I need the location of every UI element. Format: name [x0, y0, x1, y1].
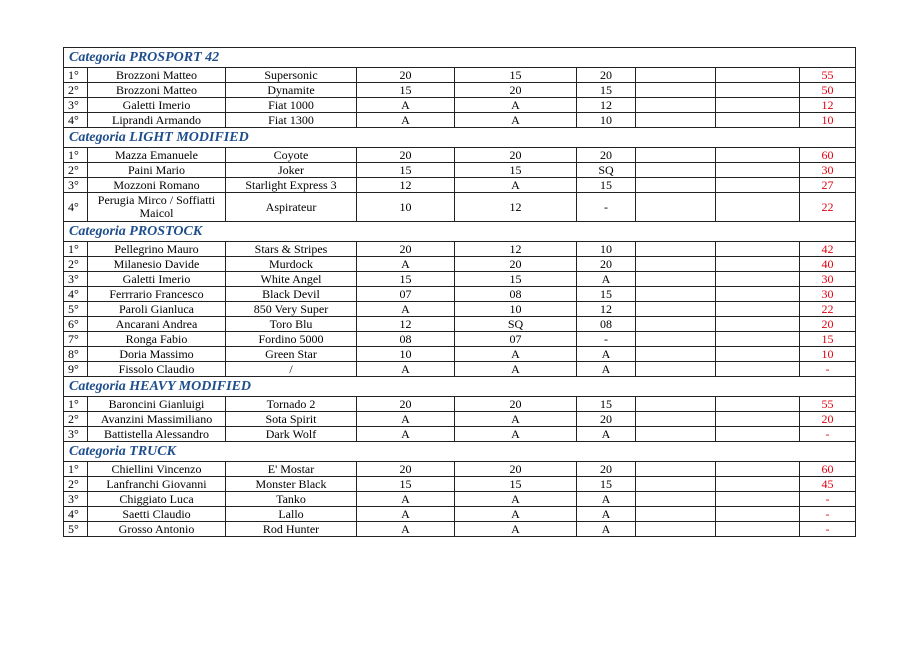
race1-cell: 12	[357, 178, 455, 193]
race2-cell: A	[455, 507, 577, 522]
race4-cell	[636, 347, 716, 362]
driver-cell: Saetti Claudio	[88, 507, 226, 522]
race5-cell	[716, 427, 800, 442]
total-points-cell: 55	[800, 68, 856, 83]
model-cell: Tornado 2	[226, 397, 357, 412]
race1-cell: A	[357, 522, 455, 537]
race5-cell	[716, 272, 800, 287]
race1-cell: A	[357, 427, 455, 442]
race4-cell	[636, 193, 716, 222]
table-row	[64, 272, 856, 287]
position-cell: 5°	[64, 522, 88, 537]
race4-cell	[636, 362, 716, 377]
race4-cell	[636, 68, 716, 83]
race2-cell: 15	[455, 272, 577, 287]
table-row	[64, 477, 856, 492]
race5-cell	[716, 193, 800, 222]
results-table	[63, 47, 856, 537]
race5-cell	[716, 178, 800, 193]
total-points-cell: 22	[800, 193, 856, 222]
race3-cell: 20	[577, 412, 636, 427]
total-points-cell: 50	[800, 83, 856, 98]
table-row	[64, 362, 856, 377]
model-cell: Toro Blu	[226, 317, 357, 332]
table-row	[64, 397, 856, 412]
total-points-cell: -	[800, 362, 856, 377]
race1-cell: 07	[357, 287, 455, 302]
race2-cell: 20	[455, 257, 577, 272]
driver-cell: Paroli Gianluca	[88, 302, 226, 317]
race3-cell: -	[577, 332, 636, 347]
race3-cell: A	[577, 522, 636, 537]
race5-cell	[716, 257, 800, 272]
model-cell: Fiat 1000	[226, 98, 357, 113]
position-cell: 2°	[64, 412, 88, 427]
total-points-cell: 40	[800, 257, 856, 272]
race2-cell: 10	[455, 302, 577, 317]
driver-cell: Fissolo Claudio	[88, 362, 226, 377]
race2-cell: A	[455, 427, 577, 442]
total-points-cell: 20	[800, 412, 856, 427]
category-header-row	[64, 222, 856, 242]
race4-cell	[636, 397, 716, 412]
driver-cell: Mozzoni Romano	[88, 178, 226, 193]
model-cell: Starlight Express 3	[226, 178, 357, 193]
race5-cell	[716, 412, 800, 427]
race5-cell	[716, 317, 800, 332]
race2-cell: 20	[455, 462, 577, 477]
table-row	[64, 332, 856, 347]
race1-cell: 15	[357, 163, 455, 178]
total-points-cell: 10	[800, 113, 856, 128]
position-cell: 2°	[64, 257, 88, 272]
model-cell: Aspirateur	[226, 193, 357, 222]
position-cell: 1°	[64, 462, 88, 477]
race5-cell	[716, 98, 800, 113]
race5-cell	[716, 477, 800, 492]
category-header-row	[64, 377, 856, 397]
race4-cell	[636, 83, 716, 98]
race2-cell: A	[455, 98, 577, 113]
race2-cell: A	[455, 178, 577, 193]
race5-cell	[716, 163, 800, 178]
race2-cell: SQ	[455, 317, 577, 332]
race3-cell: A	[577, 272, 636, 287]
driver-cell: Avanzini Massimiliano	[88, 412, 226, 427]
driver-cell: Brozzoni Matteo	[88, 83, 226, 98]
position-cell: 3°	[64, 272, 88, 287]
model-cell: Dark Wolf	[226, 427, 357, 442]
race2-cell: A	[455, 362, 577, 377]
model-cell: Murdock	[226, 257, 357, 272]
race2-cell: A	[455, 113, 577, 128]
table-row	[64, 68, 856, 83]
race1-cell: 10	[357, 347, 455, 362]
model-cell: Fiat 1300	[226, 113, 357, 128]
race4-cell	[636, 477, 716, 492]
table-row	[64, 462, 856, 477]
race5-cell	[716, 507, 800, 522]
race4-cell	[636, 272, 716, 287]
position-cell: 9°	[64, 362, 88, 377]
driver-cell: Milanesio Davide	[88, 257, 226, 272]
race4-cell	[636, 412, 716, 427]
total-points-cell: -	[800, 522, 856, 537]
race4-cell	[636, 287, 716, 302]
race1-cell: 15	[357, 272, 455, 287]
race3-cell: 12	[577, 98, 636, 113]
total-points-cell: 22	[800, 302, 856, 317]
race1-cell: A	[357, 98, 455, 113]
driver-cell: Ronga Fabio	[88, 332, 226, 347]
race1-cell: 15	[357, 83, 455, 98]
driver-cell: Pellegrino Mauro	[88, 242, 226, 257]
race3-cell: 15	[577, 397, 636, 412]
race3-cell: 08	[577, 317, 636, 332]
position-cell: 4°	[64, 113, 88, 128]
race5-cell	[716, 287, 800, 302]
model-cell: Dynamite	[226, 83, 357, 98]
position-cell: 8°	[64, 347, 88, 362]
race2-cell: 12	[455, 242, 577, 257]
position-cell: 3°	[64, 492, 88, 507]
race2-cell: A	[455, 522, 577, 537]
model-cell: Black Devil	[226, 287, 357, 302]
position-cell: 4°	[64, 507, 88, 522]
race3-cell: 15	[577, 83, 636, 98]
table-row	[64, 317, 856, 332]
driver-cell: Chiggiato Luca	[88, 492, 226, 507]
model-cell: Fordino 5000	[226, 332, 357, 347]
table-row	[64, 83, 856, 98]
model-cell: Monster Black	[226, 477, 357, 492]
race3-cell: 20	[577, 462, 636, 477]
position-cell: 2°	[64, 83, 88, 98]
table-row	[64, 412, 856, 427]
results-body	[64, 48, 856, 537]
model-cell: Sota Spirit	[226, 412, 357, 427]
race3-cell: 15	[577, 477, 636, 492]
race3-cell: -	[577, 193, 636, 222]
race2-cell: 12	[455, 193, 577, 222]
driver-cell: Perugia Mirco / Soffiatti Maicol	[88, 193, 226, 222]
race2-cell: A	[455, 492, 577, 507]
race1-cell: A	[357, 113, 455, 128]
total-points-cell: 15	[800, 332, 856, 347]
driver-cell: Galetti Imerio	[88, 272, 226, 287]
race3-cell: 10	[577, 242, 636, 257]
race3-cell: 20	[577, 148, 636, 163]
position-cell: 1°	[64, 242, 88, 257]
table-row	[64, 507, 856, 522]
position-cell: 2°	[64, 163, 88, 178]
race2-cell: 08	[455, 287, 577, 302]
race4-cell	[636, 332, 716, 347]
race3-cell: 20	[577, 68, 636, 83]
position-cell: 3°	[64, 98, 88, 113]
driver-cell: Ferrrario Francesco	[88, 287, 226, 302]
race5-cell	[716, 347, 800, 362]
table-row	[64, 257, 856, 272]
category-title: Categoria LIGHT MODIFIED	[64, 128, 856, 148]
total-points-cell: 20	[800, 317, 856, 332]
category-header-row	[64, 128, 856, 148]
total-points-cell: 55	[800, 397, 856, 412]
race1-cell: A	[357, 507, 455, 522]
driver-cell: Ancarani Andrea	[88, 317, 226, 332]
race4-cell	[636, 113, 716, 128]
race1-cell: 08	[357, 332, 455, 347]
table-row	[64, 113, 856, 128]
race5-cell	[716, 83, 800, 98]
race1-cell: A	[357, 412, 455, 427]
driver-cell: Baroncini Gianluigi	[88, 397, 226, 412]
table-row	[64, 302, 856, 317]
position-cell: 4°	[64, 287, 88, 302]
race5-cell	[716, 362, 800, 377]
race5-cell	[716, 462, 800, 477]
race4-cell	[636, 98, 716, 113]
driver-cell: Battistella Alessandro	[88, 427, 226, 442]
total-points-cell: 12	[800, 98, 856, 113]
total-points-cell: 42	[800, 242, 856, 257]
race2-cell: A	[455, 412, 577, 427]
model-cell: /	[226, 362, 357, 377]
position-cell: 6°	[64, 317, 88, 332]
category-title: Categoria TRUCK	[64, 442, 856, 462]
category-title: Categoria PROSPORT 42	[64, 48, 856, 68]
table-row	[64, 148, 856, 163]
driver-cell: Galetti Imerio	[88, 98, 226, 113]
position-cell: 1°	[64, 68, 88, 83]
race5-cell	[716, 148, 800, 163]
position-cell: 1°	[64, 397, 88, 412]
race1-cell: 12	[357, 317, 455, 332]
table-row	[64, 347, 856, 362]
position-cell: 1°	[64, 148, 88, 163]
race1-cell: A	[357, 257, 455, 272]
race4-cell	[636, 427, 716, 442]
driver-cell: Lanfranchi Giovanni	[88, 477, 226, 492]
race2-cell: 20	[455, 397, 577, 412]
total-points-cell: 27	[800, 178, 856, 193]
model-cell: White Angel	[226, 272, 357, 287]
driver-cell: Brozzoni Matteo	[88, 68, 226, 83]
race1-cell: A	[357, 302, 455, 317]
race2-cell: 15	[455, 163, 577, 178]
race4-cell	[636, 242, 716, 257]
race3-cell: 15	[577, 287, 636, 302]
race3-cell: 12	[577, 302, 636, 317]
position-cell: 5°	[64, 302, 88, 317]
race5-cell	[716, 332, 800, 347]
race4-cell	[636, 317, 716, 332]
race2-cell: A	[455, 347, 577, 362]
driver-cell: Grosso Antonio	[88, 522, 226, 537]
race3-cell: 15	[577, 178, 636, 193]
table-row	[64, 178, 856, 193]
model-cell: Tanko	[226, 492, 357, 507]
race1-cell: 15	[357, 477, 455, 492]
race5-cell	[716, 522, 800, 537]
race3-cell: A	[577, 507, 636, 522]
model-cell: 850 Very Super	[226, 302, 357, 317]
race2-cell: 20	[455, 148, 577, 163]
race1-cell: 20	[357, 68, 455, 83]
total-points-cell: 60	[800, 148, 856, 163]
race5-cell	[716, 397, 800, 412]
table-row	[64, 242, 856, 257]
category-header-row	[64, 442, 856, 462]
race5-cell	[716, 113, 800, 128]
position-cell: 7°	[64, 332, 88, 347]
model-cell: Supersonic	[226, 68, 357, 83]
race3-cell: 10	[577, 113, 636, 128]
model-cell: Lallo	[226, 507, 357, 522]
race5-cell	[716, 68, 800, 83]
total-points-cell: 30	[800, 163, 856, 178]
total-points-cell: -	[800, 492, 856, 507]
category-title: Categoria HEAVY MODIFIED	[64, 377, 856, 397]
race4-cell	[636, 462, 716, 477]
total-points-cell: 30	[800, 272, 856, 287]
race1-cell: A	[357, 362, 455, 377]
race4-cell	[636, 522, 716, 537]
position-cell: 3°	[64, 178, 88, 193]
driver-cell: Liprandi Armando	[88, 113, 226, 128]
model-cell: Rod Hunter	[226, 522, 357, 537]
race3-cell: SQ	[577, 163, 636, 178]
race2-cell: 15	[455, 477, 577, 492]
race3-cell: A	[577, 492, 636, 507]
race5-cell	[716, 302, 800, 317]
race4-cell	[636, 492, 716, 507]
table-row	[64, 287, 856, 302]
category-header-row	[64, 48, 856, 68]
race4-cell	[636, 163, 716, 178]
driver-cell: Paini Mario	[88, 163, 226, 178]
race3-cell: A	[577, 427, 636, 442]
race1-cell: 20	[357, 242, 455, 257]
position-cell: 3°	[64, 427, 88, 442]
model-cell: Stars & Stripes	[226, 242, 357, 257]
race2-cell: 20	[455, 83, 577, 98]
total-points-cell: 10	[800, 347, 856, 362]
race4-cell	[636, 302, 716, 317]
race1-cell: 20	[357, 397, 455, 412]
table-row	[64, 98, 856, 113]
table-row	[64, 163, 856, 178]
category-title: Categoria PROSTOCK	[64, 222, 856, 242]
driver-cell: Mazza Emanuele	[88, 148, 226, 163]
total-points-cell: 45	[800, 477, 856, 492]
driver-cell: Doria Massimo	[88, 347, 226, 362]
total-points-cell: -	[800, 507, 856, 522]
total-points-cell: 60	[800, 462, 856, 477]
race1-cell: A	[357, 492, 455, 507]
model-cell: E' Mostar	[226, 462, 357, 477]
position-cell: 4°	[64, 193, 88, 222]
race4-cell	[636, 148, 716, 163]
driver-cell: Chiellini Vincenzo	[88, 462, 226, 477]
race1-cell: 20	[357, 148, 455, 163]
race1-cell: 20	[357, 462, 455, 477]
race4-cell	[636, 257, 716, 272]
race2-cell: 15	[455, 68, 577, 83]
race4-cell	[636, 507, 716, 522]
race4-cell	[636, 178, 716, 193]
race5-cell	[716, 492, 800, 507]
model-cell: Coyote	[226, 148, 357, 163]
table-row	[64, 522, 856, 537]
race3-cell: A	[577, 362, 636, 377]
table-row	[64, 492, 856, 507]
race3-cell: 20	[577, 257, 636, 272]
race1-cell: 10	[357, 193, 455, 222]
total-points-cell: -	[800, 427, 856, 442]
total-points-cell: 30	[800, 287, 856, 302]
table-row	[64, 427, 856, 442]
race3-cell: A	[577, 347, 636, 362]
race5-cell	[716, 242, 800, 257]
race2-cell: 07	[455, 332, 577, 347]
table-row	[64, 193, 856, 222]
model-cell: Joker	[226, 163, 357, 178]
model-cell: Green Star	[226, 347, 357, 362]
position-cell: 2°	[64, 477, 88, 492]
